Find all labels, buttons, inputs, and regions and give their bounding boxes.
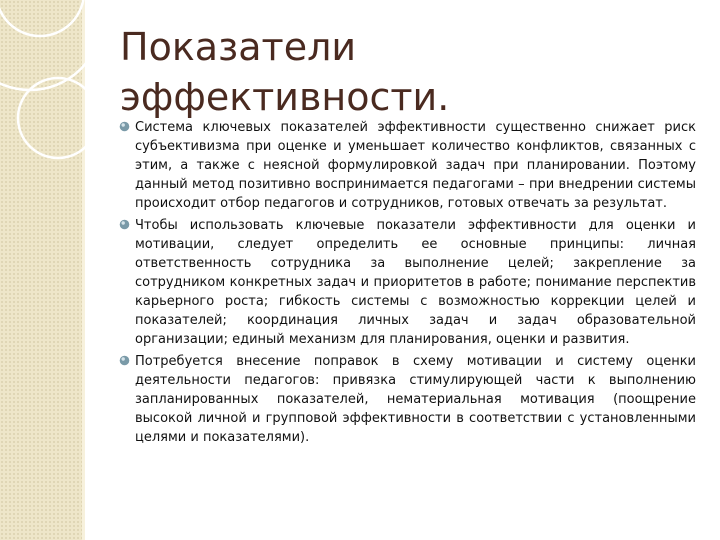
circle-bullet-icon xyxy=(119,219,130,230)
slide-title xyxy=(120,22,449,122)
bullet-content xyxy=(118,118,696,450)
slide-title-line-1: Показатели xyxy=(120,25,357,69)
circle-bullet-icon xyxy=(119,121,130,132)
side-panel-divider xyxy=(82,0,85,540)
bullet-text-3: Потребуется внесение поправок в схему мотивации и систему оценки деятельности педагогов: привязка стимулирующей части к выполнению запланированных показателей, нематериальная мотивация (поощрение высокой личной и групповой эффективности в соответствии с установленными целями и показателями). xyxy=(135,354,696,445)
bullet-item-1 xyxy=(118,118,696,213)
bullet-text-1: Система ключевых показателей эффективности существенно снижает риск субъективизма при оценке и уменьшает количество конфликтов, связанных с этим, а также с неясной формулировкой задач при планировании. Поэтому данный метод позитивно воспринимается педагогами – при внедрении системы происходит отбор педагогов и сотрудников, готовых отвечать за результат. xyxy=(135,120,696,211)
bullet-text-2: Чтобы использовать ключевые показатели эффективности для оценки и мотивации, следует определить ее основные принципы: личная ответственность сотрудника за выполнение целей; закрепление за сотрудником конкретных задач и приоритетов в работе; понимание перспектив карьерного роста; гибкость системы с возможностью коррекции целей и показателей; координация личных задач и задач образовательной организации; единый механизм для планирования, оценки и развития. xyxy=(135,218,696,347)
bullet-list xyxy=(118,118,696,447)
decorative-side-panel xyxy=(0,0,82,540)
bullet-item-2 xyxy=(118,216,696,349)
slide-title-line-2: эффективности. xyxy=(120,75,450,119)
circle-bullet-icon xyxy=(119,355,130,366)
bullet-item-3 xyxy=(118,352,696,447)
